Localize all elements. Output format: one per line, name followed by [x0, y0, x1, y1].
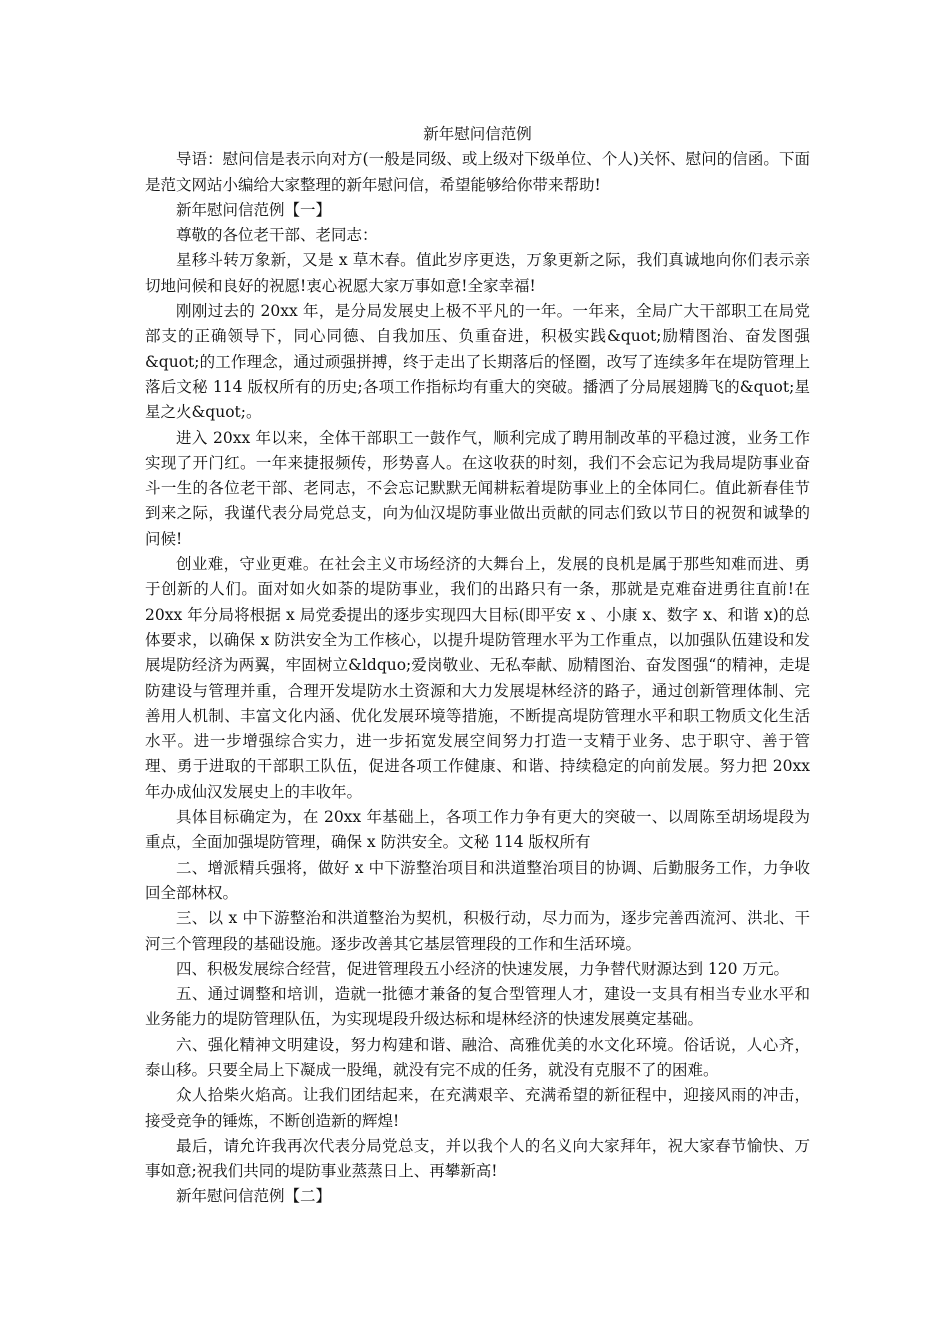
goal-item-four: 四、积极发展综合经营，促进管理段五小经济的快速发展，力争替代财源达到 120 万元。: [176, 959, 789, 978]
body-paragraph: 星移斗转万象新，又是 x 草木春。值此岁序更迭，万象更新之际，我们真诚地向你们表示亲切地问候和良好的祝愿!衷心祝愿大家万事如意!全家幸福!: [145, 251, 810, 295]
body-paragraph: 创业难，守业更难。在社会主义市场经济的大舞台上，发展的良机是属于那些知难而进、勇于创新的人们。面对如火如荼的堤防事业，我们的出路只有一条，那就是克难奋进勇往直前!在 20xx 年分局将根据 x 局党委提出的逐步实现四大目标(即平安 x 、小康 x、数字 x、和谐 x)的总体要求，以确保 x 防洪安全为工作核心，以提升堤防管理水平为工作重点，以加强队伍建设和发展堤防经济为两翼，牢固树立&ldquo;爱岗敬业、无私奉献、励精图治、奋发图强“的精神，走堤防建设与管理并重，合理开发堤防水土资源和大力发展堤林经济的路子，通过创新管理体制、完善用人机制、丰富文化内涵、优化发展环境等措施，不断提高堤防管理水平和职工物质文化生活水平。进一步增强综合实力，进一步拓宽发展空间努力打造一支精于业务、忠于职守、善于管理、勇于进取的干部职工队伍，促进各项工作健康、和谐、持续稳定的向前发展。努力把 20xx 年办成仙汉发展史上的丰收年。: [145, 555, 810, 801]
goal-item-two: 二、增派精兵强将，做好 x 中下游整治项目和洪道整治项目的协调、后勤服务工作，力争收回全部林权。: [145, 858, 810, 902]
body-paragraph: 刚刚过去的 20xx 年，是分局发展史上极不平凡的一年。一年来，全局广大干部职工在局党部支的正确领导下，同心同德、自我加压、负重奋进，积极实践&quot;励精图治、奋发图强&quot;的工作理念，通过顽强拼搏，终于走出了长期落后的怪圈，改写了连续多年在堤防管理上落后文秘 114 版权所有的历史;各项工作指标均有重大的突破。播洒了分局展翅腾飞的&quot;星星之火&quot;。: [145, 302, 810, 422]
goal-item-three: 三、以 x 中下游整治和洪道整治为契机，积极行动，尽力而为，逐步完善西流河、洪北、干河三个管理段的基础设施。逐步改善其它基层管理段的工作和生活环境。: [145, 909, 810, 953]
closing-paragraph: 最后，请允许我再次代表分局党总支，并以我个人的名义向大家拜年，祝大家春节愉快、万事如意;祝我们共同的堤防事业蒸蒸日上、再攀新高!: [145, 1136, 810, 1181]
document-title: 新年慰问信范例: [423, 125, 532, 143]
document-page: [145, 122, 810, 1210]
intro-paragraph: 导语：慰问信是表示向对方(一般是同级、或上级对下级单位、个人)关怀、慰问的信函。下面是范文网站小编给大家整理的新年慰问信，希望能够给你带来帮助!: [145, 150, 810, 194]
section-heading-two: 新年慰问信范例【二】: [176, 1187, 332, 1206]
body-paragraph: 众人拾柴火焰高。让我们团结起来，在充满艰辛、充满希望的新征程中，迎接风雨的冲击，接受竞争的锤炼，不断创造新的辉煌!: [145, 1086, 810, 1130]
salutation: 尊敬的各位老干部、老同志：: [176, 226, 378, 245]
goal-item-five: 五、通过调整和培训，造就一批德才兼备的复合型管理人才，建设一支具有相当专业水平和业务能力的堤防管理队伍，为实现堤段升级达标和堤林经济的快速发展奠定基础。: [145, 985, 810, 1029]
body-paragraph: 具体目标确定为，在 20xx 年基础上，各项工作力争有更大的突破一、以周陈至胡场堤段为重点，全面加强堤防管理，确保 x 防洪安全。文秘 114 版权所有: [145, 808, 810, 852]
section-heading-one: 新年慰问信范例【一】: [176, 200, 332, 219]
goal-item-six: 六、强化精神文明建设，努力构建和谐、融洽、高雅优美的水文化环境。俗话说，人心齐，泰山移。只要全局上下凝成一股绳，就没有完不成的任务，就没有克服不了的困难。: [145, 1035, 810, 1079]
body-paragraph: 进入 20xx 年以来，全体干部职工一鼓作气，顺利完成了聘用制改革的平稳过渡，业务工作实现了开门红。一年来捷报频传，形势喜人。在这收获的时刻，我们不会忘记为我局堤防事业奋斗一生的各位老干部、老同志，不会忘记默默无闻耕耘着堤防事业上的全体同仁。值此新春佳节到来之际，我谨代表分局党总支，向为仙汉堤防事业做出贡献的同志们致以节日的祝贺和诚挚的问候!: [145, 428, 810, 548]
